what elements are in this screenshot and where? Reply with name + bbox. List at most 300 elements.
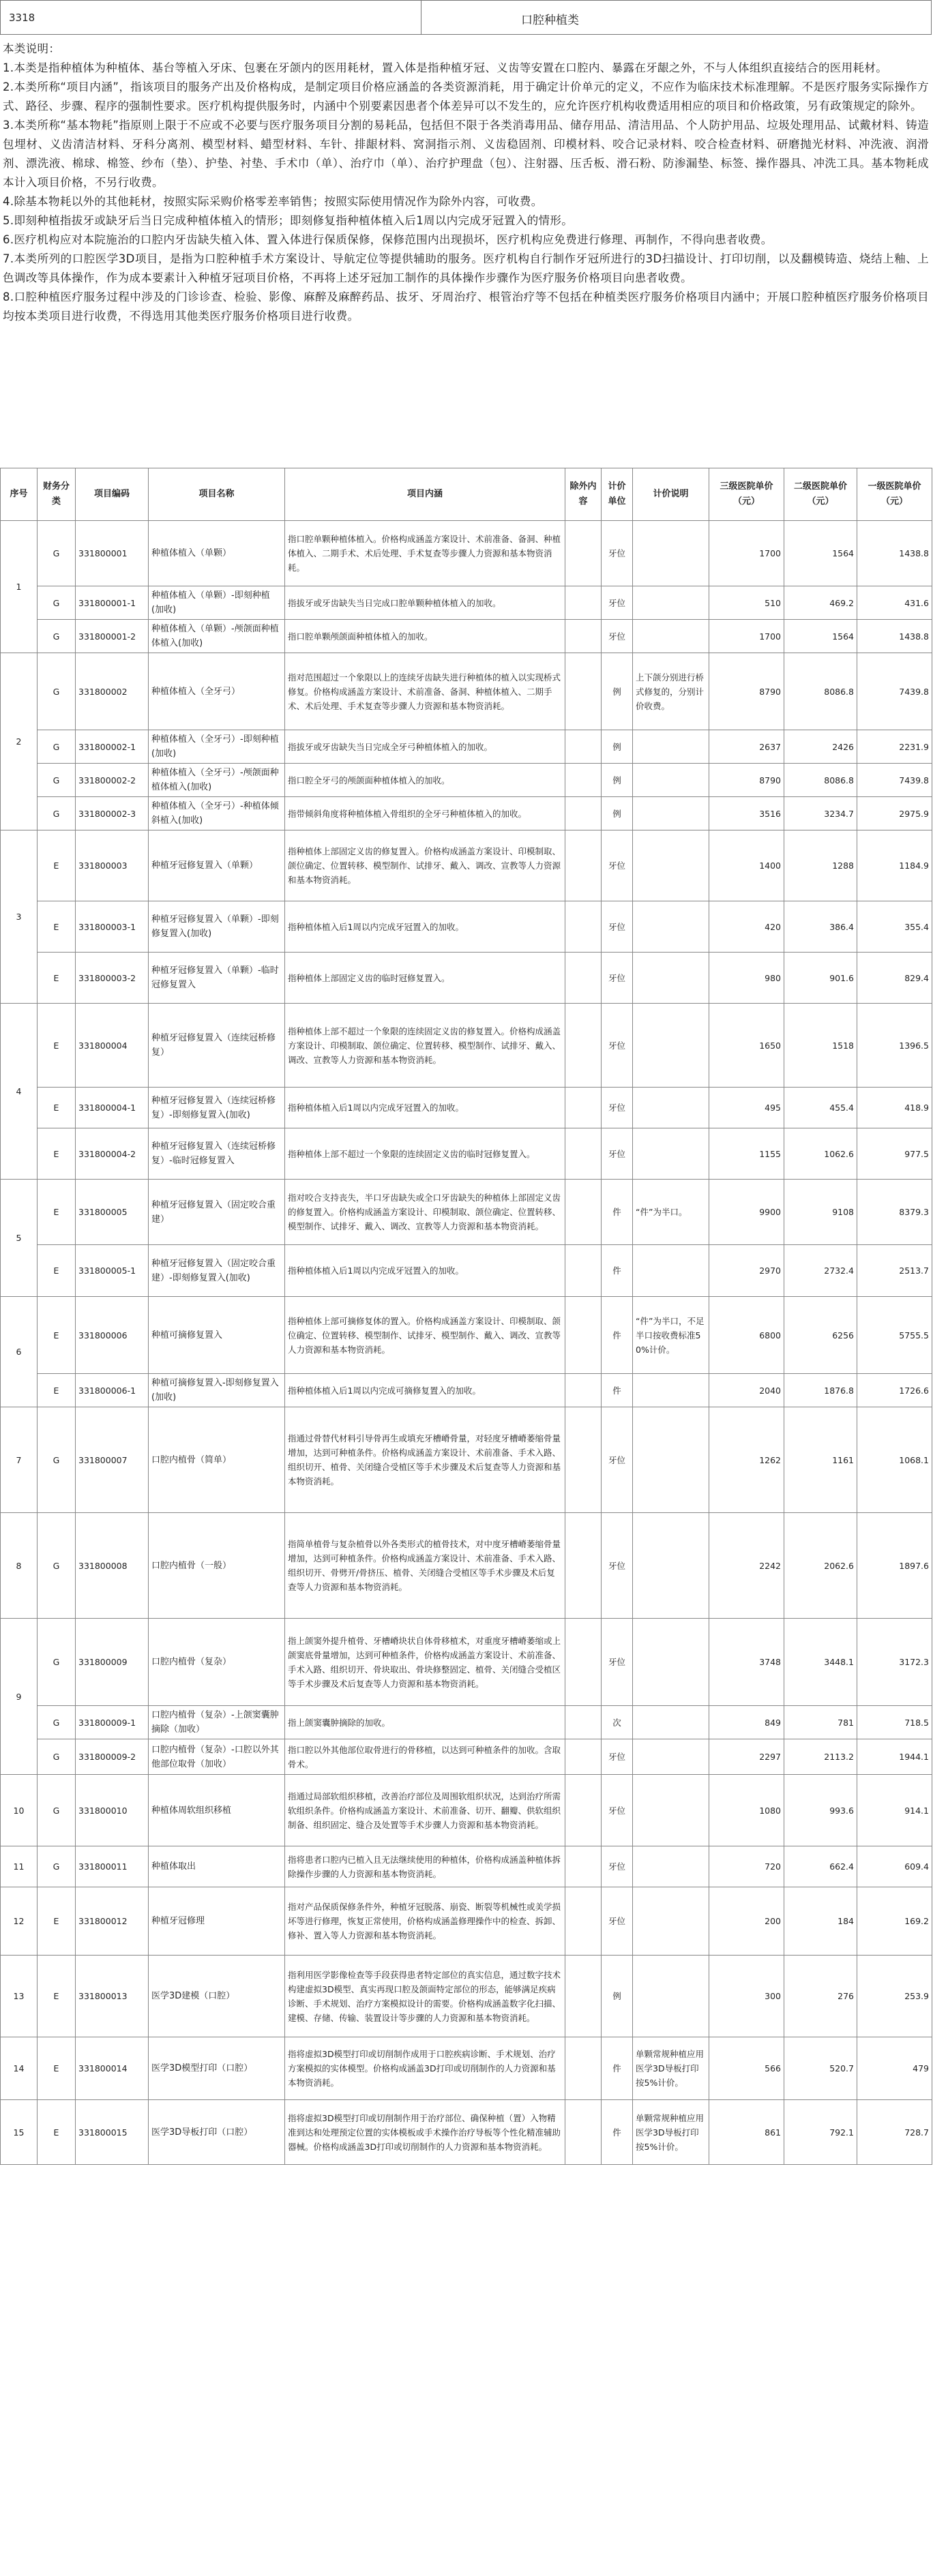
cell-unit: 件 bbox=[602, 2037, 633, 2100]
cell-content: 指种植体上部不超过一个象限的连续固定义齿的修复置入。价格构成涵盖方案设计、印模制取、颌位确定、位置转移、模型制作、试排牙、戴入、调改、宣教等人力资源和基本物资消耗。 bbox=[285, 1004, 565, 1088]
cell-name: 种植牙冠修复置入（固定咬合重建） bbox=[149, 1180, 285, 1245]
cell-fin: G bbox=[38, 586, 76, 620]
cell-fin: G bbox=[38, 620, 76, 653]
cell-code: 331800013 bbox=[76, 1956, 149, 2037]
table-row bbox=[1, 1374, 932, 1407]
cell-name: 种植体植入（单颗） bbox=[149, 521, 285, 586]
cell-name: 医学3D模型打印（口腔） bbox=[149, 2037, 285, 2100]
cell-price-2: 662.4 bbox=[784, 1846, 857, 1887]
cell-price-3: 495 bbox=[709, 1088, 784, 1128]
cell-code: 331800003-1 bbox=[76, 901, 149, 953]
cell-seq: 3 bbox=[1, 830, 38, 1004]
cell-price-2: 1161 bbox=[784, 1407, 857, 1513]
cell-name: 种植体植入（全牙弓） bbox=[149, 653, 285, 730]
cell-unit: 牙位 bbox=[602, 1513, 633, 1619]
cell-name: 口腔内植骨（简单） bbox=[149, 1407, 285, 1513]
cell-name: 种植可摘修复置入 bbox=[149, 1297, 285, 1374]
cell-desc: “件”为半口，不足半口按收费标准50%计价。 bbox=[633, 1297, 709, 1374]
cell-seq: 11 bbox=[1, 1846, 38, 1887]
cell-desc bbox=[633, 764, 709, 797]
cell-price-3: 980 bbox=[709, 953, 784, 1004]
cell-unit: 例 bbox=[602, 764, 633, 797]
cell-price-3: 510 bbox=[709, 586, 784, 620]
cell-seq: 1 bbox=[1, 521, 38, 653]
table-row bbox=[1, 1128, 932, 1180]
cell-desc bbox=[633, 830, 709, 901]
cell-desc: “件”为半口。 bbox=[633, 1180, 709, 1245]
cell-price-2: 455.4 bbox=[784, 1088, 857, 1128]
cell-content: 指对咬合支持丧失，半口牙齿缺失或全口牙齿缺失的种植体上部固定义齿的修复置入。价格构成涵盖方案设计、印模制取、颌位确定、位置转移、模型制作、试排牙、戴入、调改、宣教等人力资源和基本物资消耗。 bbox=[285, 1180, 565, 1245]
cell-content: 指将患者口腔内已植入且无法继续使用的种植体，价格构成涵盖种植体拆除操作步骤的人力资源和基本物资消耗。 bbox=[285, 1846, 565, 1887]
cell-content: 指种植体上部固定义齿的修复置入。价格构成涵盖方案设计、印模制取、颌位确定、位置转移、模型制作、试排牙、戴入、调改、宣教等人力资源和基本物资消耗。 bbox=[285, 830, 565, 901]
table-row bbox=[1, 620, 932, 653]
cell-unit: 牙位 bbox=[602, 1775, 633, 1846]
cell-seq: 12 bbox=[1, 1887, 38, 1956]
cell-content: 指种植体植入后1周以内完成牙冠置入的加收。 bbox=[285, 901, 565, 953]
cell-price-2: 901.6 bbox=[784, 953, 857, 1004]
cell-name: 种植牙冠修复置入（连续冠桥修复）-即刻修复置入(加收) bbox=[149, 1088, 285, 1128]
cell-code: 331800001 bbox=[76, 521, 149, 586]
cell-price-2: 1564 bbox=[784, 620, 857, 653]
table-row bbox=[1, 901, 932, 953]
cell-name: 种植牙冠修复置入（连续冠桥修复） bbox=[149, 1004, 285, 1088]
cell-price-1: 1944.1 bbox=[857, 1739, 932, 1775]
table-row bbox=[1, 1297, 932, 1374]
cell-price-1: 829.4 bbox=[857, 953, 932, 1004]
cell-unit: 件 bbox=[602, 2100, 633, 2165]
cell-unit: 牙位 bbox=[602, 620, 633, 653]
cell-price-1: 418.9 bbox=[857, 1088, 932, 1128]
cell-content: 指通过骨替代材料引导骨再生或填充牙槽嵴骨量，对轻度牙槽嵴萎缩骨量增加，达到可种植条件。价格构成涵盖方案设计、术前准备、手术入路、组织切开、植骨、关闭缝合受植区等手术步骤及术后复查等人力资源和基本物资消耗。 bbox=[285, 1407, 565, 1513]
cell-unit: 牙位 bbox=[602, 830, 633, 901]
page-header bbox=[0, 0, 932, 35]
cell-desc bbox=[633, 1513, 709, 1619]
cell-excl bbox=[565, 586, 602, 620]
cell-unit: 牙位 bbox=[602, 1088, 633, 1128]
cell-seq: 2 bbox=[1, 653, 38, 830]
note-paragraph: 1.本类是指种植体为种植体、基台等植入牙床、包裹在牙颌内的医用耗材，置入体是指种植牙冠、义齿等安置在口腔内、暴露在牙龈之外，不与人体组织直接结合的医用耗材。 bbox=[3, 61, 888, 74]
cell-unit: 牙位 bbox=[602, 1619, 633, 1706]
cell-code: 331800002 bbox=[76, 653, 149, 730]
table-row bbox=[1, 1775, 932, 1846]
cell-price-1: 914.1 bbox=[857, 1775, 932, 1846]
price-table bbox=[0, 468, 932, 2165]
cell-price-2: 2113.2 bbox=[784, 1739, 857, 1775]
cell-excl bbox=[565, 1956, 602, 2037]
cell-price-2: 469.2 bbox=[784, 586, 857, 620]
cell-price-2: 6256 bbox=[784, 1297, 857, 1374]
cell-excl bbox=[565, 1245, 602, 1297]
cell-seq: 7 bbox=[1, 1407, 38, 1513]
cell-price-2: 781 bbox=[784, 1706, 857, 1739]
cell-unit: 牙位 bbox=[602, 1739, 633, 1775]
table-row bbox=[1, 953, 932, 1004]
cell-seq: 14 bbox=[1, 2037, 38, 2100]
cell-code: 331800005 bbox=[76, 1180, 149, 1245]
cell-price-3: 1262 bbox=[709, 1407, 784, 1513]
cell-price-1: 1897.6 bbox=[857, 1513, 932, 1619]
cell-price-2: 792.1 bbox=[784, 2100, 857, 2165]
cell-desc: 单颗常规种植应用医学3D导板打印按5%计价。 bbox=[633, 2037, 709, 2100]
cell-code: 331800009-2 bbox=[76, 1739, 149, 1775]
cell-unit: 牙位 bbox=[602, 586, 633, 620]
cell-excl bbox=[565, 953, 602, 1004]
cell-content: 指上颌窦外提升植骨、牙槽嵴块状自体骨移植术，对重度牙槽嵴萎缩或上颌窦底骨量增加，达到可种植条件，价格构成涵盖方案设计、术前准备、手术入路、组织切开、骨块取出、骨块修整固定、植骨、关闭缝合受植区等手术步骤及术后复查等人力资源和基本物资消耗。 bbox=[285, 1619, 565, 1706]
table-row bbox=[1, 2100, 932, 2165]
cell-price-3: 2040 bbox=[709, 1374, 784, 1407]
note-paragraph: 4.除基本物耗以外的其他耗材，按照实际采购价格零差率销售；按照实际使用情况作为除外内容，可收费。 bbox=[3, 195, 543, 208]
cell-price-3: 8790 bbox=[709, 653, 784, 730]
col-header-excl: 除外内容 bbox=[565, 468, 602, 521]
cell-seq: 15 bbox=[1, 2100, 38, 2165]
cell-fin: E bbox=[38, 1887, 76, 1956]
cell-seq: 9 bbox=[1, 1619, 38, 1775]
cell-excl bbox=[565, 1775, 602, 1846]
cell-name: 口腔内植骨（复杂）-上颌窦囊肿摘除（加收） bbox=[149, 1706, 285, 1739]
cell-fin: E bbox=[38, 2037, 76, 2100]
cell-content: 指种植体上部不超过一个象限的连续固定义齿的临时冠修复置入。 bbox=[285, 1128, 565, 1180]
cell-fin: E bbox=[38, 901, 76, 953]
cell-name: 种植可摘修复置入-即刻修复置入(加收) bbox=[149, 1374, 285, 1407]
cell-price-3: 1155 bbox=[709, 1128, 784, 1180]
table-row bbox=[1, 521, 932, 586]
table-row bbox=[1, 653, 932, 730]
cell-excl bbox=[565, 764, 602, 797]
cell-price-1: 609.4 bbox=[857, 1846, 932, 1887]
notes-heading: 本类说明： bbox=[3, 42, 61, 55]
cell-name: 种植体周软组织移植 bbox=[149, 1775, 285, 1846]
cell-unit: 牙位 bbox=[602, 1887, 633, 1956]
cell-excl bbox=[565, 901, 602, 953]
cell-price-3: 2637 bbox=[709, 730, 784, 764]
cell-code: 331800011 bbox=[76, 1846, 149, 1887]
cell-desc bbox=[633, 953, 709, 1004]
cell-price-3: 861 bbox=[709, 2100, 784, 2165]
cell-code: 331800003-2 bbox=[76, 953, 149, 1004]
note-paragraph: 6.医疗机构应对本院施治的口腔内牙齿缺失植入体、置入体进行保质保修，保修范围内出现损坏，医疗机构应免费进行修理、再制作，不得向患者收费。 bbox=[3, 233, 773, 246]
cell-price-3: 1080 bbox=[709, 1775, 784, 1846]
cell-desc bbox=[633, 901, 709, 953]
cell-price-2: 1288 bbox=[784, 830, 857, 901]
cell-price-2: 8086.8 bbox=[784, 653, 857, 730]
cell-fin: E bbox=[38, 830, 76, 901]
cell-price-2: 1564 bbox=[784, 521, 857, 586]
cell-code: 331800006-1 bbox=[76, 1374, 149, 1407]
cell-fin: G bbox=[38, 521, 76, 586]
table-row bbox=[1, 764, 932, 797]
note-paragraph: 7.本类所列的口腔医学3D项目，是指为口腔种植手术方案设计、导航定位等提供辅助的服务。医疗机构自行制作牙冠所进行的3D扫描设计、打印切削，以及翻模铸造、烧结上釉、上色调改等具体操作，作为成本要素计入种植牙冠项目价格，不再将上述牙冠加工制作的具体操作步骤作为医疗服务价格项目向患者收费。 bbox=[3, 252, 929, 284]
cell-price-2: 2732.4 bbox=[784, 1245, 857, 1297]
cell-desc bbox=[633, 1245, 709, 1297]
cell-excl bbox=[565, 653, 602, 730]
cell-fin: E bbox=[38, 1088, 76, 1128]
cell-price-2: 8086.8 bbox=[784, 764, 857, 797]
cell-unit: 件 bbox=[602, 1297, 633, 1374]
cell-unit: 牙位 bbox=[602, 1846, 633, 1887]
col-header-code: 项目编码 bbox=[76, 468, 149, 521]
table-row bbox=[1, 2037, 932, 2100]
cell-code: 331800012 bbox=[76, 1887, 149, 1956]
cell-fin: G bbox=[38, 1619, 76, 1706]
cell-excl bbox=[565, 1297, 602, 1374]
cell-name: 种植体植入（全牙弓）-种植体倾斜植入(加收) bbox=[149, 797, 285, 830]
cell-content: 指种植体上部固定义齿的临时冠修复置入。 bbox=[285, 953, 565, 1004]
cell-unit: 牙位 bbox=[602, 1128, 633, 1180]
cell-name: 种植牙冠修复置入（单颗）-即刻修复置入(加收) bbox=[149, 901, 285, 953]
cell-unit: 牙位 bbox=[602, 1004, 633, 1088]
cell-desc: 上下颌分别进行桥式修复的，分别计价收费。 bbox=[633, 653, 709, 730]
cell-seq: 5 bbox=[1, 1180, 38, 1297]
cell-fin: E bbox=[38, 1128, 76, 1180]
cell-excl bbox=[565, 2100, 602, 2165]
cell-code: 331800009 bbox=[76, 1619, 149, 1706]
cell-price-3: 2970 bbox=[709, 1245, 784, 1297]
cell-price-1: 3172.3 bbox=[857, 1619, 932, 1706]
cell-code: 331800009-1 bbox=[76, 1706, 149, 1739]
col-header-price-1: 一级医院单价（元） bbox=[857, 468, 932, 521]
cell-price-3: 1400 bbox=[709, 830, 784, 901]
table-row bbox=[1, 1846, 932, 1887]
cell-price-3: 8790 bbox=[709, 764, 784, 797]
table-row bbox=[1, 1088, 932, 1128]
note-paragraph: 3.本类所称“基本物耗”指原则上限于不应或不必要与医疗服务项目分割的易耗品，包括但不限于各类消毒用品、储存用品、清洁用品、个人防护用品、垃圾处理用品、试戴材料、铸造包埋材、义齿清洁材料、牙科分离剂、模型材料、蜡型材料、车针、排龈材料、窝洞指示剂、义齿稳固剂、印模材料、咬合记录材料、咬合检查材料、研磨抛光材料、冲洗液、润滑剂、漂洗液、棉球、棉签、纱布（垫）、护垫、衬垫、手术巾（单）、治疗巾（单）、治疗护理盘（包）、注射器、压舌板、滑石粉、防渗漏垫、标签、操作器具、冲洗工具。基本物耗成本计入项目价格，不另行收费。 bbox=[3, 119, 929, 189]
cell-price-1: 1438.8 bbox=[857, 521, 932, 586]
cell-excl bbox=[565, 1887, 602, 1956]
cell-code: 331800010 bbox=[76, 1775, 149, 1846]
cell-excl bbox=[565, 1180, 602, 1245]
table-row bbox=[1, 1245, 932, 1297]
table-row bbox=[1, 1619, 932, 1706]
cell-code: 331800005-1 bbox=[76, 1245, 149, 1297]
cell-desc bbox=[633, 730, 709, 764]
cell-fin: E bbox=[38, 1297, 76, 1374]
cell-unit: 例 bbox=[602, 730, 633, 764]
cell-price-2: 276 bbox=[784, 1956, 857, 2037]
cell-fin: G bbox=[38, 653, 76, 730]
cell-content: 指对产品保质保修条件外，种植牙冠脱落、崩瓷、断裂等机械性或美学损坏等进行修理，恢复正常使用，价格构成涵盖修理操作中的检查、拆卸、修补、置入等人力资源和基本物资消耗。 bbox=[285, 1887, 565, 1956]
cell-desc bbox=[633, 1846, 709, 1887]
cell-unit: 例 bbox=[602, 797, 633, 830]
cell-fin: G bbox=[38, 1407, 76, 1513]
cell-code: 331800007 bbox=[76, 1407, 149, 1513]
cell-name: 种植牙冠修复置入（连续冠桥修复）-临时冠修复置入 bbox=[149, 1128, 285, 1180]
cell-fin: G bbox=[38, 1846, 76, 1887]
cell-price-2: 1518 bbox=[784, 1004, 857, 1088]
cell-price-2: 2426 bbox=[784, 730, 857, 764]
table-row bbox=[1, 1739, 932, 1775]
cell-content: 指口腔全牙弓的颅颌面种植体植入的加收。 bbox=[285, 764, 565, 797]
cell-price-2: 993.6 bbox=[784, 1775, 857, 1846]
cell-unit: 例 bbox=[602, 653, 633, 730]
cell-content: 指上颌窦囊肿摘除的加收。 bbox=[285, 1706, 565, 1739]
cell-fin: E bbox=[38, 1004, 76, 1088]
table-row bbox=[1, 830, 932, 901]
cell-fin: G bbox=[38, 1513, 76, 1619]
cell-price-1: 2975.9 bbox=[857, 797, 932, 830]
cell-price-3: 1700 bbox=[709, 521, 784, 586]
category-name: 口腔种植类 bbox=[521, 14, 579, 27]
cell-unit: 牙位 bbox=[602, 901, 633, 953]
cell-price-1: 1726.6 bbox=[857, 1374, 932, 1407]
cell-price-1: 8379.3 bbox=[857, 1180, 932, 1245]
cell-excl bbox=[565, 620, 602, 653]
col-header-desc: 计价说明 bbox=[633, 468, 709, 521]
cell-price-3: 6800 bbox=[709, 1297, 784, 1374]
cell-price-1: 2231.9 bbox=[857, 730, 932, 764]
cell-seq: 6 bbox=[1, 1297, 38, 1407]
cell-excl bbox=[565, 730, 602, 764]
cell-fin: E bbox=[38, 1245, 76, 1297]
cell-price-3: 2242 bbox=[709, 1513, 784, 1619]
table-row bbox=[1, 797, 932, 830]
note-paragraph: 8.口腔种植医疗服务过程中涉及的门诊诊查、检验、影像、麻醉及麻醉药品、拔牙、牙周治疗、根管治疗等不包括在种植类医疗服务价格项目内涵中；开展口腔种植医疗服务价格项目均按本类项目进行收费，不得选用其他类医疗服务价格项目进行收费。 bbox=[3, 290, 929, 323]
table-row bbox=[1, 1956, 932, 2037]
cell-desc bbox=[633, 1407, 709, 1513]
col-header-name: 项目名称 bbox=[149, 468, 285, 521]
cell-price-2: 2062.6 bbox=[784, 1513, 857, 1619]
cell-price-3: 300 bbox=[709, 1956, 784, 2037]
table-row bbox=[1, 1706, 932, 1739]
cell-name: 种植体植入（单颗）-颅颌面种植体植入(加收) bbox=[149, 620, 285, 653]
cell-price-1: 1396.5 bbox=[857, 1004, 932, 1088]
cell-excl bbox=[565, 1846, 602, 1887]
cell-code: 331800001-2 bbox=[76, 620, 149, 653]
cell-seq: 10 bbox=[1, 1775, 38, 1846]
cell-excl bbox=[565, 1739, 602, 1775]
cell-desc bbox=[633, 1739, 709, 1775]
cell-price-2: 1876.8 bbox=[784, 1374, 857, 1407]
cell-excl bbox=[565, 797, 602, 830]
cell-desc bbox=[633, 797, 709, 830]
col-header-seq: 序号 bbox=[1, 468, 38, 521]
cell-price-3: 420 bbox=[709, 901, 784, 953]
cell-name: 口腔内植骨（复杂） bbox=[149, 1619, 285, 1706]
cell-name: 种植牙冠修理 bbox=[149, 1887, 285, 1956]
cell-desc bbox=[633, 586, 709, 620]
cell-content: 指拔牙或牙齿缺失当日完成口腔单颗种植体植入的加收。 bbox=[285, 586, 565, 620]
cell-price-2: 3448.1 bbox=[784, 1619, 857, 1706]
table-row bbox=[1, 1513, 932, 1619]
cell-code: 331800001-1 bbox=[76, 586, 149, 620]
table-row bbox=[1, 586, 932, 620]
cell-name: 种植牙冠修复置入（固定咬合重建）-即刻修复置入(加收) bbox=[149, 1245, 285, 1297]
cell-unit: 件 bbox=[602, 1245, 633, 1297]
col-header-content: 项目内涵 bbox=[285, 468, 565, 521]
cell-excl bbox=[565, 1407, 602, 1513]
cell-unit: 例 bbox=[602, 1956, 633, 2037]
cell-desc bbox=[633, 1706, 709, 1739]
cell-unit: 牙位 bbox=[602, 953, 633, 1004]
cell-content: 指种植体植入后1周以内完成牙冠置入的加收。 bbox=[285, 1245, 565, 1297]
cell-name: 种植体取出 bbox=[149, 1846, 285, 1887]
cell-name: 种植牙冠修复置入（单颗）-临时冠修复置入 bbox=[149, 953, 285, 1004]
cell-fin: G bbox=[38, 1706, 76, 1739]
cell-price-3: 3516 bbox=[709, 797, 784, 830]
cell-price-1: 5755.5 bbox=[857, 1297, 932, 1374]
table-row bbox=[1, 1887, 932, 1956]
cell-price-1: 1184.9 bbox=[857, 830, 932, 901]
cell-unit: 件 bbox=[602, 1180, 633, 1245]
cell-desc bbox=[633, 1956, 709, 2037]
cell-content: 指口腔以外其他部位取骨进行的骨移植，以达到可种植条件的加收。含取骨术。 bbox=[285, 1739, 565, 1775]
cell-desc bbox=[633, 620, 709, 653]
cell-content: 指将虚拟3D模型打印或切削制作成用于口腔疾病诊断、手术规划、治疗方案模拟的实体模型。价格构成涵盖3D打印或切削制作的人力资源和基本物资消耗。 bbox=[285, 2037, 565, 2100]
cell-fin: G bbox=[38, 797, 76, 830]
table-row bbox=[1, 1180, 932, 1245]
cell-desc bbox=[633, 521, 709, 586]
cell-price-3: 3748 bbox=[709, 1619, 784, 1706]
cell-seq: 4 bbox=[1, 1004, 38, 1180]
cell-price-3: 720 bbox=[709, 1846, 784, 1887]
cell-content: 指将虚拟3D模型打印或切削制作用于治疗部位、确保种植（置）入物精准到达和处理预定位置的实体模板或手术操作治疗导板等个性化精准辅助器械。价格构成涵盖3D打印或切削制作的人力资源和基本物资消耗。 bbox=[285, 2100, 565, 2165]
cell-seq: 8 bbox=[1, 1513, 38, 1619]
cell-desc bbox=[633, 1088, 709, 1128]
cell-desc bbox=[633, 1128, 709, 1180]
cell-excl bbox=[565, 2037, 602, 2100]
table-row bbox=[1, 730, 932, 764]
cell-price-2: 3234.7 bbox=[784, 797, 857, 830]
cell-content: 指口腔单颗种植体植入。价格构成涵盖方案设计、术前准备、备洞、种植体植入、二期手术、术后处理、手术复查等步骤人力资源和基本物资消耗。 bbox=[285, 521, 565, 586]
cell-fin: E bbox=[38, 1180, 76, 1245]
cell-code: 331800002-1 bbox=[76, 730, 149, 764]
cell-content: 指带倾斜角度将种植体植入骨组织的全牙弓种植体植入的加收。 bbox=[285, 797, 565, 830]
cell-excl bbox=[565, 1513, 602, 1619]
cell-desc bbox=[633, 1775, 709, 1846]
cell-price-1: 479 bbox=[857, 2037, 932, 2100]
cell-price-1: 718.5 bbox=[857, 1706, 932, 1739]
cell-name: 口腔内植骨（复杂）-口腔以外其他部位取骨（加收） bbox=[149, 1739, 285, 1775]
note-paragraph: 2.本类所称“项目内涵”，指该项目的服务产出及价格构成，是制定项目价格应涵盖的各类资源消耗，用于确定计价单元的定义，不应作为临床技术标准理解。不是医疗服务实际操作方式、路径、步骤、程序的强制性要求。医疗机构提供服务时，内涵中个别要素因患者个体差异可以不发生的，应允许医疗机构收费适用相应的项目和价格政策，另有政策规定的除外。 bbox=[3, 80, 929, 113]
cell-price-2: 1062.6 bbox=[784, 1128, 857, 1180]
cell-seq: 13 bbox=[1, 1956, 38, 2037]
cell-name: 医学3D导板打印（口腔） bbox=[149, 2100, 285, 2165]
category-notes bbox=[3, 40, 929, 326]
cell-excl bbox=[565, 1374, 602, 1407]
cell-fin: E bbox=[38, 953, 76, 1004]
col-header-unit: 计价单位 bbox=[602, 468, 633, 521]
cell-code: 331800003 bbox=[76, 830, 149, 901]
cell-fin: G bbox=[38, 1775, 76, 1846]
cell-name: 种植体植入（单颗）-即刻种植(加收) bbox=[149, 586, 285, 620]
cell-price-1: 2513.7 bbox=[857, 1245, 932, 1297]
cell-fin: E bbox=[38, 1374, 76, 1407]
cell-price-1: 7439.8 bbox=[857, 653, 932, 730]
cell-price-3: 566 bbox=[709, 2037, 784, 2100]
cell-name: 种植体植入（全牙弓）-即刻种植(加收) bbox=[149, 730, 285, 764]
cell-content: 指利用医学影像检查等手段获得患者特定部位的真实信息，通过数字技术构建虚拟3D模型、真实再现口腔及颌面特定部位的形态，能够满足疾病诊断、手术规划、治疗方案模拟设计的需要。价格构成涵盖数字化扫描、建模、存储、传输、装置设计等步骤的人力资源和基本物资消耗。 bbox=[285, 1956, 565, 2037]
cell-name: 种植体植入（全牙弓）-颅颌面种植体植入(加收) bbox=[149, 764, 285, 797]
cell-excl bbox=[565, 521, 602, 586]
category-code: 3318 bbox=[9, 12, 35, 24]
cell-unit: 牙位 bbox=[602, 521, 633, 586]
cell-price-1: 728.7 bbox=[857, 2100, 932, 2165]
cell-fin: G bbox=[38, 764, 76, 797]
cell-excl bbox=[565, 1706, 602, 1739]
cell-code: 331800002-2 bbox=[76, 764, 149, 797]
cell-name: 种植牙冠修复置入（单颗） bbox=[149, 830, 285, 901]
cell-name: 口腔内植骨（一般） bbox=[149, 1513, 285, 1619]
cell-fin: E bbox=[38, 2100, 76, 2165]
note-paragraph: 5.即刻种植指拔牙或缺牙后当日完成种植体植入的情形；即刻修复指种植体植入后1周以内完成牙冠置入的情形。 bbox=[3, 214, 574, 227]
cell-code: 331800006 bbox=[76, 1297, 149, 1374]
cell-unit: 次 bbox=[602, 1706, 633, 1739]
cell-content: 指对范围超过一个象限以上的连续牙齿缺失进行种植体的植入以实现桥式修复。价格构成涵盖方案设计、术前准备、备洞、种植体植入、二期手术、术后处理、手术复查等步骤人力资源和基本物资消耗。 bbox=[285, 653, 565, 730]
cell-content: 指种植体植入后1周以内完成可摘修复置入的加收。 bbox=[285, 1374, 565, 1407]
cell-price-3: 9900 bbox=[709, 1180, 784, 1245]
cell-code: 331800002-3 bbox=[76, 797, 149, 830]
col-header-price-2: 二级医院单价（元） bbox=[784, 468, 857, 521]
cell-excl bbox=[565, 830, 602, 901]
